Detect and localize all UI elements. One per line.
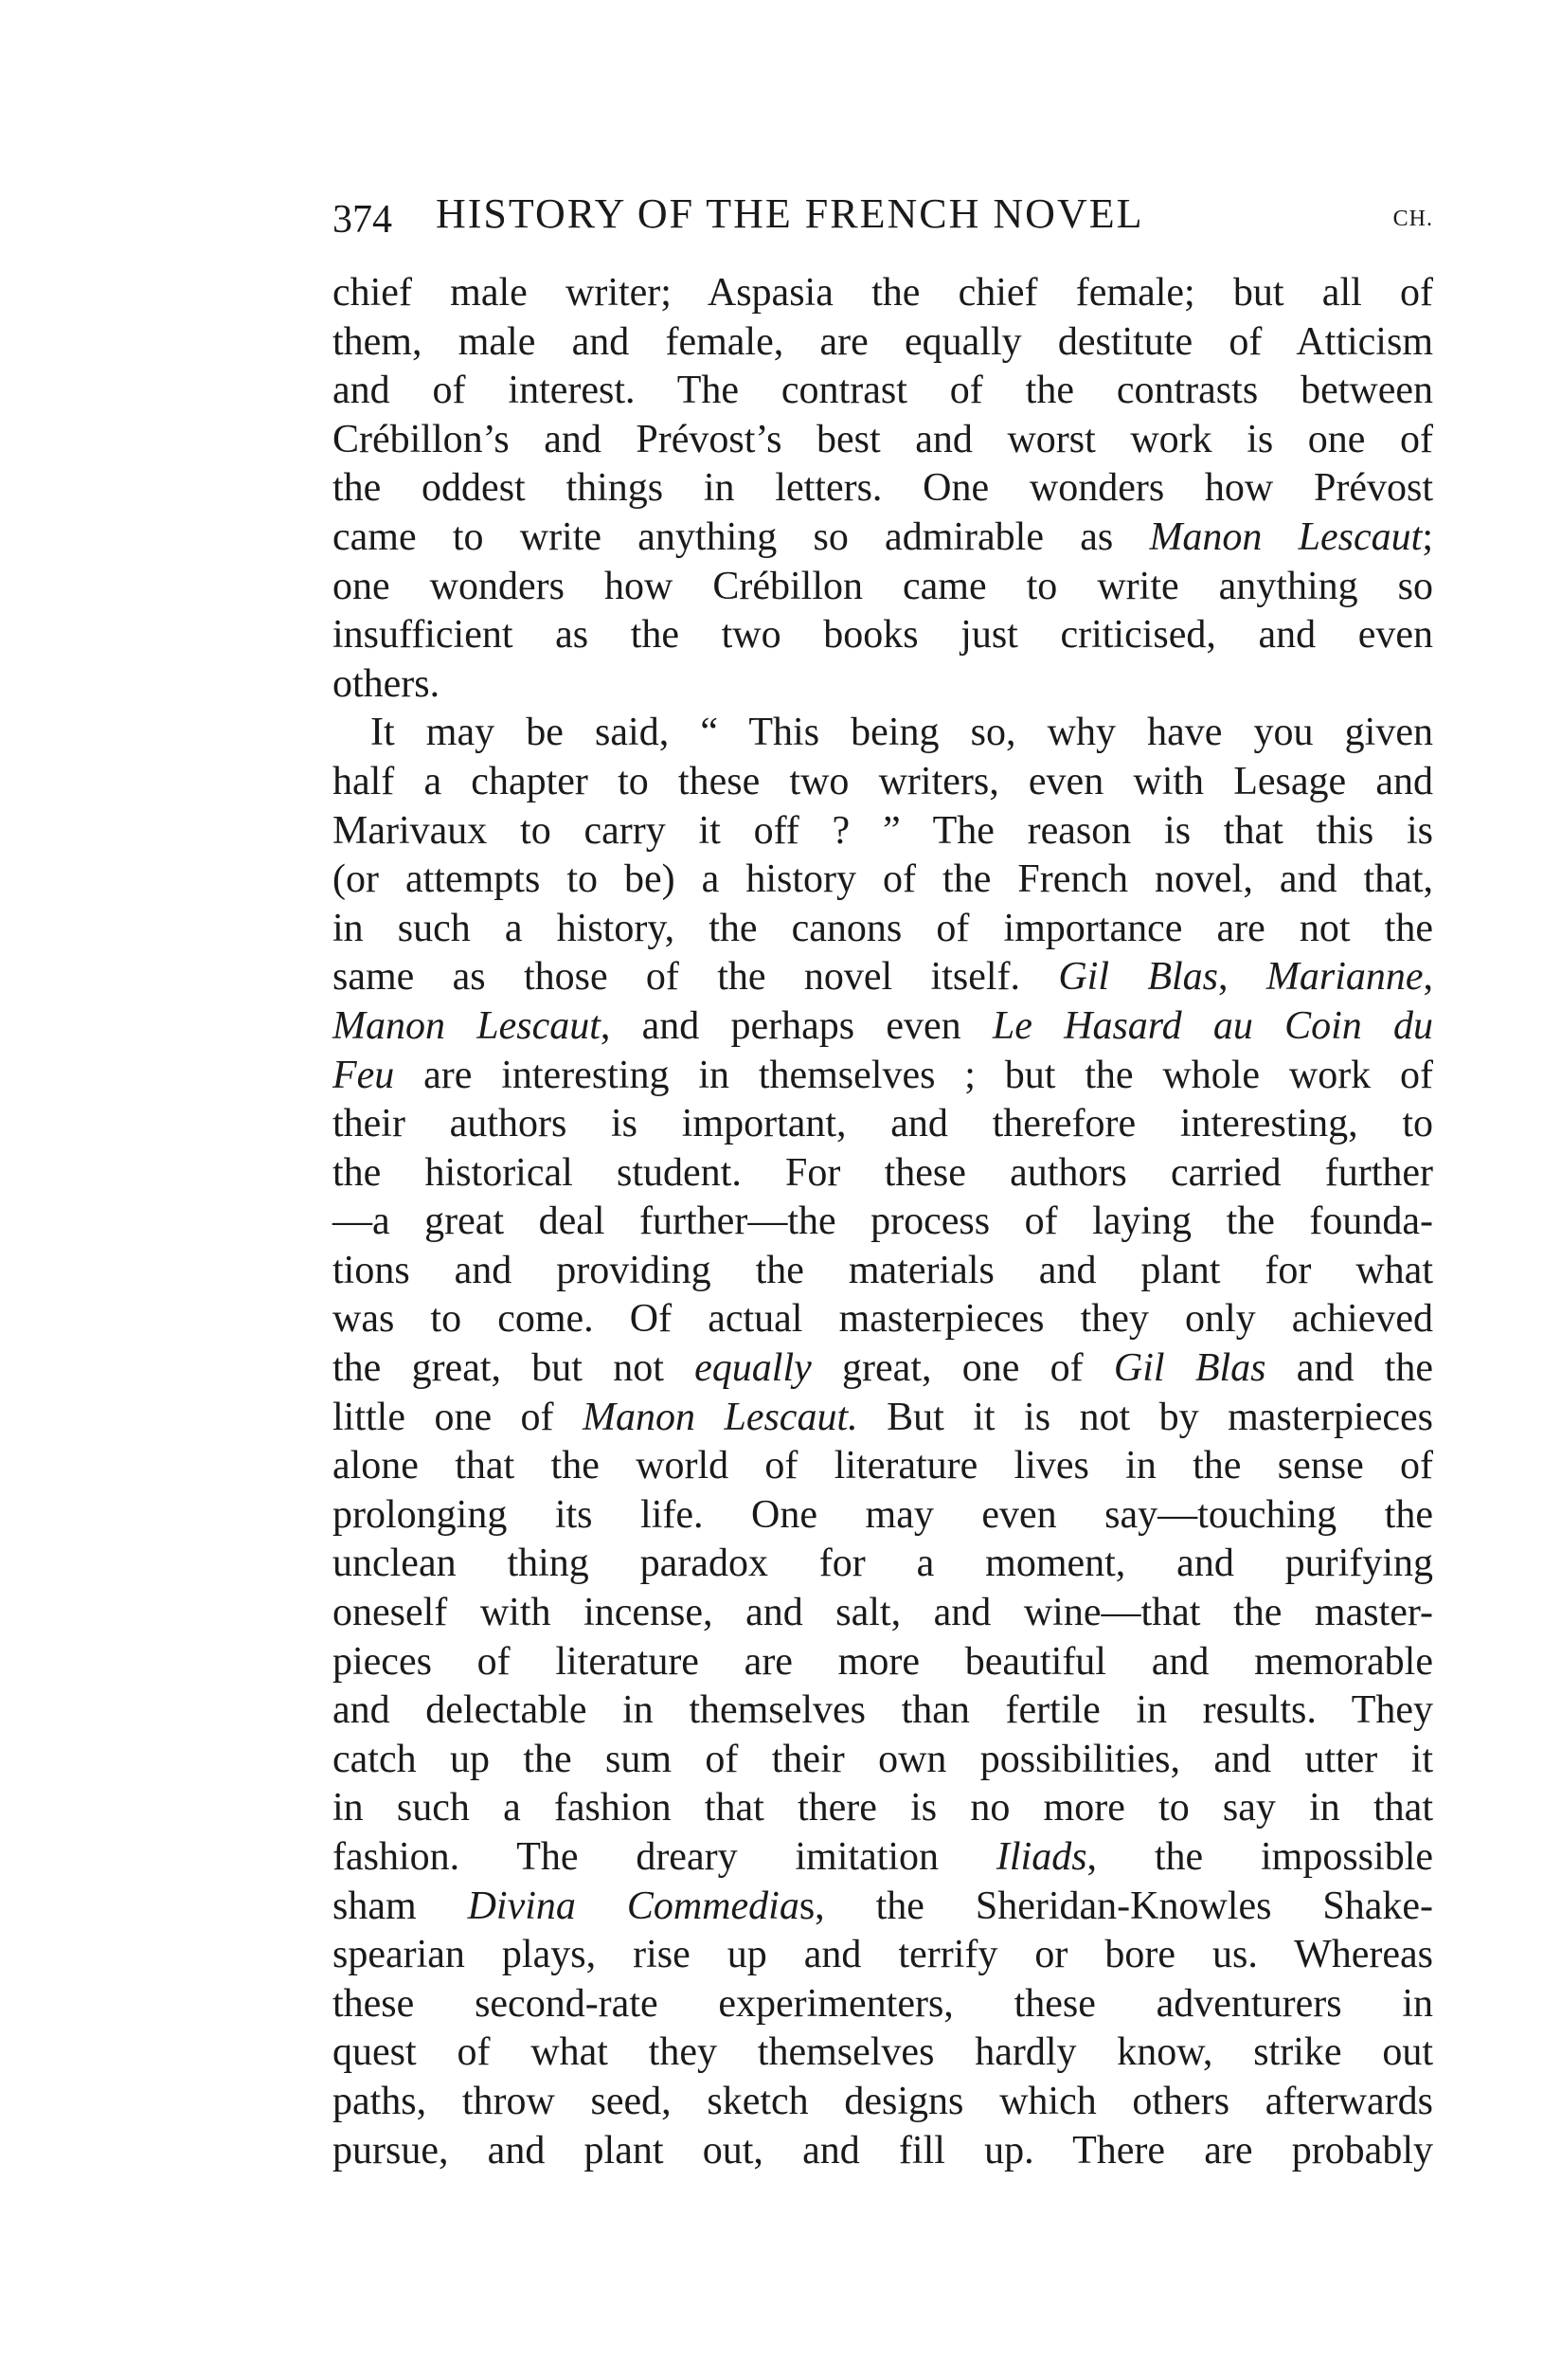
text-run: chief male writer; Aspasia the chief female; but all of — [332, 271, 1433, 315]
text-line — [332, 1442, 1433, 1491]
text-line — [332, 758, 1433, 807]
text-run: , — [1423, 955, 1434, 1000]
text-run: spearian plays, rise up and terrify or bore us. Whereas — [332, 1933, 1433, 1977]
text-run: came to write anything so admirable as — [332, 514, 1150, 559]
text-run: alone that the world of literature lives in the sense of — [332, 1444, 1433, 1488]
text-line — [332, 856, 1433, 905]
text-line — [332, 1491, 1433, 1541]
text-line — [332, 1931, 1433, 1980]
text-run: catch up the sum of their own possibilities, and utter it — [332, 1737, 1433, 1781]
body-text — [332, 269, 1433, 2175]
text-line — [332, 2127, 1433, 2176]
running-title: HISTORY OF THE FRENCH NOVEL — [436, 190, 1144, 237]
text-run: and the — [1265, 1346, 1433, 1391]
text-line — [332, 611, 1433, 660]
text-run: s, the Sheridan-Knowles Shake- — [798, 1884, 1434, 1928]
text-run: tions and providing the materials and plant for what — [332, 1248, 1433, 1292]
text-line — [332, 1394, 1433, 1443]
text-run: and of interest. The contrast of the contrasts between — [332, 369, 1433, 413]
text-line — [332, 2028, 1433, 2078]
text-line — [332, 709, 1433, 758]
text-run: —a great deal further—the process of laying the founda- — [332, 1199, 1433, 1244]
italic-title: Marianne — [1265, 955, 1424, 1000]
text-run: in such a history, the canons of importance are not the — [332, 906, 1433, 950]
text-run: prolonging its life. One may even say—touching the — [332, 1492, 1433, 1537]
text-line — [332, 953, 1433, 1002]
italic-title: Feu — [332, 1053, 395, 1097]
text-run: , — [1218, 955, 1266, 1000]
text-run: fashion. The dreary imitation — [332, 1835, 996, 1879]
running-header — [332, 189, 1433, 246]
italic-title: Gil Blas — [1113, 1346, 1266, 1391]
text-line — [332, 1295, 1433, 1344]
text-run: Crébillon’s and Prévost’s best and worst work is one of — [332, 417, 1433, 461]
text-run: But it is not by masterpieces — [857, 1395, 1433, 1439]
text-line — [332, 367, 1433, 416]
text-line — [332, 1344, 1433, 1394]
text-line — [332, 1638, 1433, 1687]
text-run: the oddest things in letters. One wonders how Prévost — [332, 466, 1433, 511]
text-line — [332, 1002, 1433, 1052]
text-run: same as those of the novel itself. — [332, 955, 1059, 1000]
text-run: Marivaux to carry it off ? ” The reason is that this is — [332, 808, 1433, 853]
text-line — [332, 1980, 1433, 2029]
text-run: and delectable in themselves than fertile in results. They — [332, 1688, 1433, 1733]
text-line — [332, 2078, 1433, 2127]
text-run: these second-rate experimenters, these adventurers in — [332, 1981, 1433, 2026]
text-run: half a chapter to these two writers, even with Lesage and — [332, 759, 1433, 803]
text-line — [332, 1052, 1433, 1101]
text-line — [332, 1100, 1433, 1149]
text-line — [332, 660, 1433, 710]
text-run: sham — [332, 1884, 468, 1928]
text-run: the historical student. For these authors carried further — [332, 1150, 1433, 1195]
text-run: was to come. Of actual masterpieces they only achieved — [332, 1297, 1433, 1342]
text-run: pursue, and plant out, and fill up. There are probably — [332, 2128, 1433, 2173]
text-line — [332, 1589, 1433, 1638]
text-run: ; — [1422, 514, 1433, 559]
text-line — [332, 416, 1433, 465]
text-run: in such a fashion that there is no more to say in that — [332, 1786, 1433, 1830]
italic-title: Gil Blas — [1058, 955, 1219, 1000]
text-run: them, male and female, are equally destitute of Atticism — [332, 319, 1433, 364]
text-run: , and perhaps even — [600, 1003, 993, 1048]
text-run: quest of what they themselves hardly know, strike out — [332, 2030, 1433, 2075]
italic-title: Manon Lescaut. — [583, 1395, 858, 1439]
text-run: little one of — [332, 1395, 583, 1439]
text-run: insufficient as the two books just criticised, and even — [332, 613, 1433, 658]
text-line — [332, 1247, 1433, 1296]
italic-title: Manon Lescaut — [1149, 514, 1423, 559]
text-run: the great, but not — [332, 1346, 695, 1391]
text-run: are interesting in themselves ; but the whole work of — [394, 1053, 1433, 1097]
page-number: 374 — [332, 198, 392, 242]
text-run: unclean thing paradox for a moment, and purifying — [332, 1542, 1433, 1586]
italic-title: Manon Lescaut — [332, 1003, 601, 1048]
chapter-mark: CH. — [1392, 207, 1433, 231]
italic-title: Divina Commedia — [467, 1884, 799, 1928]
text-run: others. — [332, 661, 440, 706]
text-line — [332, 514, 1433, 563]
text-line — [332, 1833, 1433, 1883]
italic-title: Iliads — [996, 1835, 1087, 1879]
text-run: paths, throw seed, sketch designs which others afterwards — [332, 2079, 1433, 2123]
text-line — [332, 318, 1433, 368]
text-line — [332, 807, 1433, 856]
text-run: great, one of — [811, 1346, 1114, 1391]
text-line — [332, 905, 1433, 954]
text-line — [332, 464, 1433, 514]
text-run: , the impossible — [1086, 1835, 1433, 1879]
text-line — [332, 1883, 1433, 1932]
text-line — [332, 1686, 1433, 1736]
text-run: (or attempts to be) a history of the French novel, and that, — [332, 857, 1433, 902]
text-line — [332, 1198, 1433, 1247]
text-line — [332, 563, 1433, 612]
text-run: their authors is important, and therefore interesting, to — [332, 1102, 1433, 1146]
text-run: It may be said, “ This being so, why have you given — [370, 711, 1433, 755]
text-run: one wonders how Crébillon came to write anything so — [332, 564, 1433, 608]
italic-title: equally — [694, 1346, 812, 1391]
text-line — [332, 269, 1433, 318]
text-run: oneself with incense, and salt, and wine—that the master- — [332, 1591, 1433, 1635]
text-run: pieces of literature are more beautiful and memorable — [332, 1639, 1433, 1684]
text-line — [332, 1736, 1433, 1785]
text-line — [332, 1540, 1433, 1589]
italic-title: Le Hasard au Coin du — [992, 1003, 1433, 1048]
text-line — [332, 1149, 1433, 1199]
text-line — [332, 1784, 1433, 1833]
